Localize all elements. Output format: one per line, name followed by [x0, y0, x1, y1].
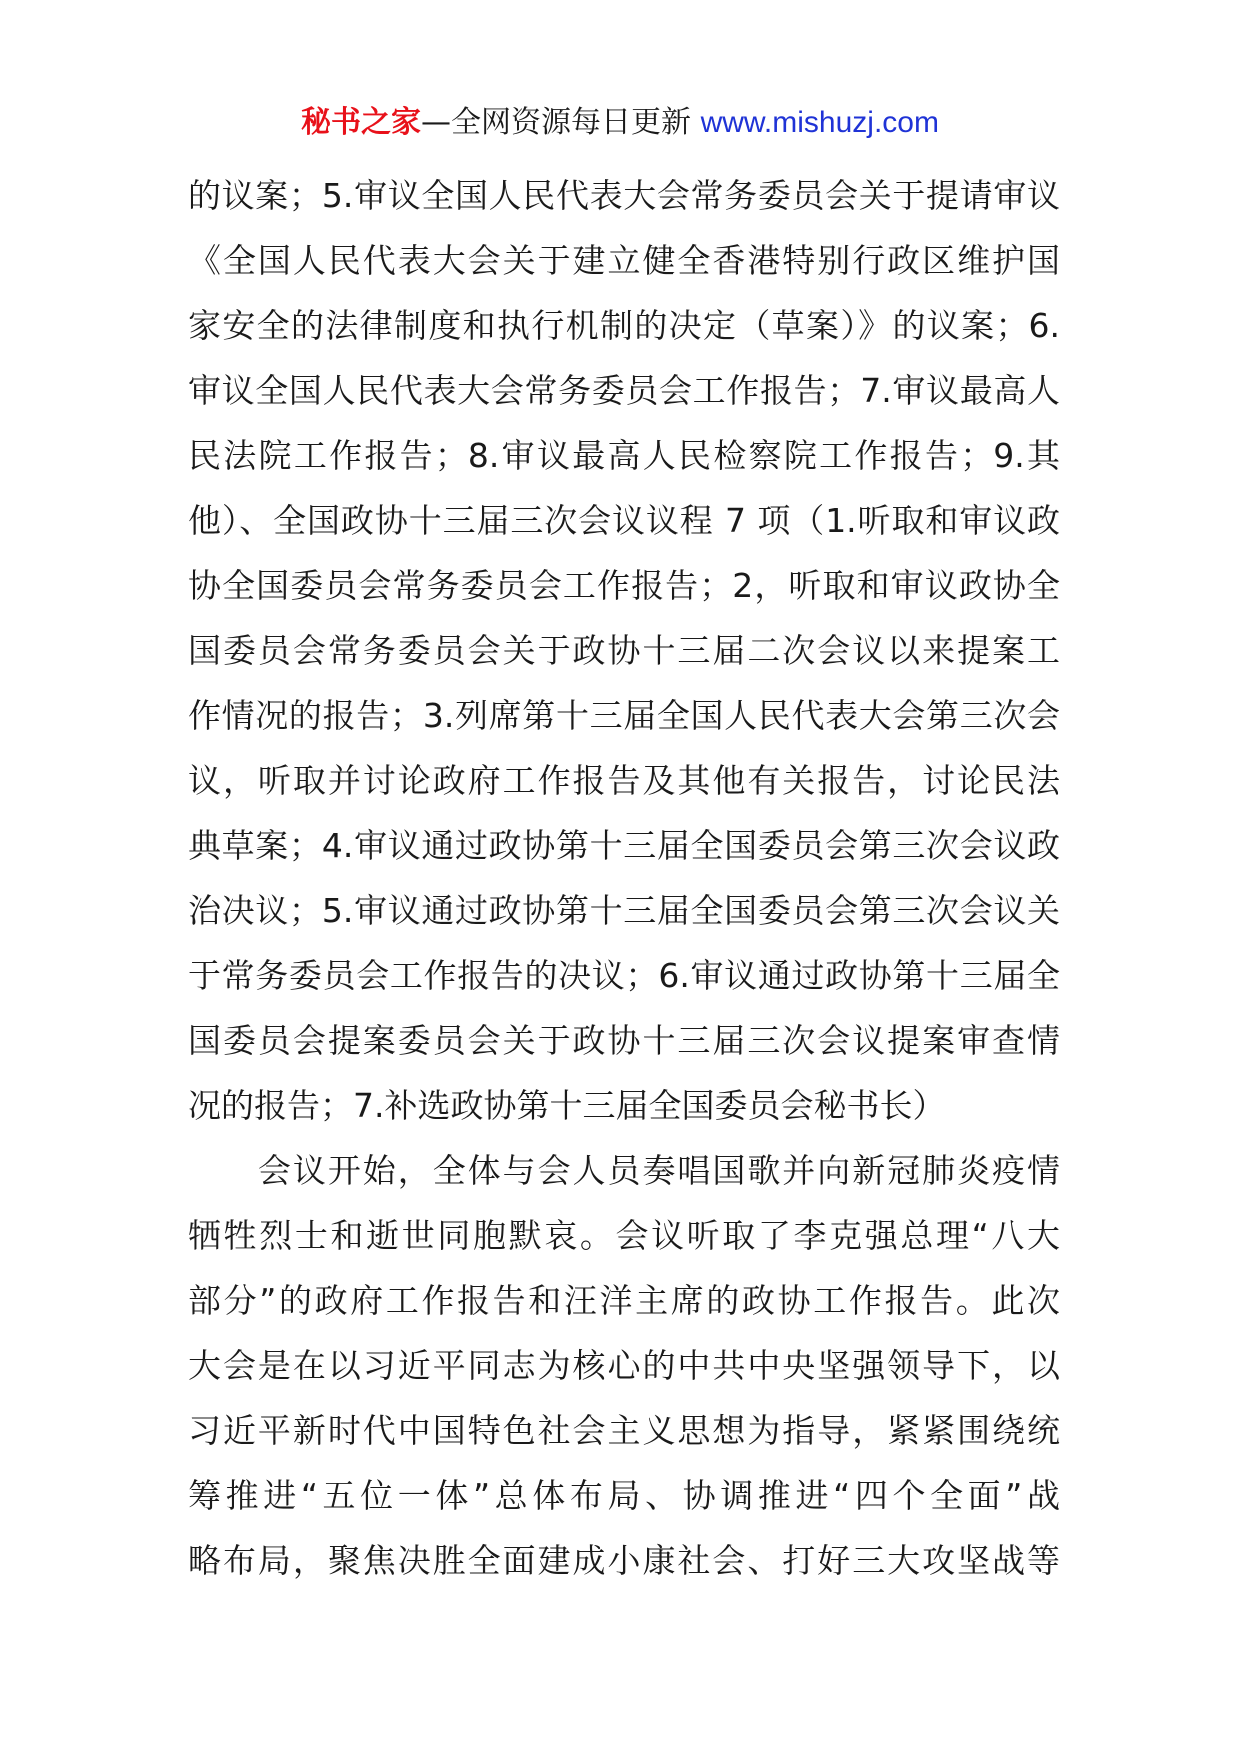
text-line: 部分”的政府工作报告和汪洋主席的政协工作报告。此次: [188, 1281, 1060, 1320]
text-line: 筹推进“五位一体”总体布局、协调推进“四个全面”战: [188, 1476, 1060, 1515]
text-line: 家安全的法律制度和执行机制的决定（草案）》的议案；6.: [188, 306, 1060, 345]
text-line: 国委员会提案委员会关于政协十三届三次会议提案审查情: [188, 1021, 1060, 1060]
text-line: 审议全国人民代表大会常务委员会工作报告；7.审议最高人: [188, 371, 1060, 410]
brand-name: 秘书之家: [301, 105, 422, 140]
text-line: 牺牲烈士和逝世同胞默哀。会议听取了李克强总理“八大: [188, 1216, 1060, 1255]
paragraph-2: [188, 1138, 1060, 1593]
page-header: [0, 100, 1240, 146]
document-body: [188, 163, 1060, 1593]
text-line: 典草案；4.审议通过政协第十三届全国委员会第三次会议政: [188, 826, 1060, 865]
site-link[interactable]: www.mishuzj.com: [700, 106, 939, 139]
text-line: 治决议；5.审议通过政协第十三届全国委员会第三次会议关: [188, 891, 1060, 930]
text-line: 的议案；5.审议全国人民代表大会常务委员会关于提请审议: [188, 176, 1060, 215]
text-line: 于常务委员会工作报告的决议；6.审议通过政协第十三届全: [188, 956, 1060, 995]
text-line: 大会是在以习近平同志为核心的中共中央坚强领导下，以: [188, 1346, 1060, 1385]
text-line: 他）、全国政协十三届三次会议议程 7 项（1.听取和审议政: [188, 501, 1060, 540]
text-line: 协全国委员会常务委员会工作报告；2，听取和审议政协全: [188, 566, 1060, 605]
text-line: 作情况的报告；3.列席第十三届全国人民代表大会第三次会: [188, 696, 1060, 735]
text-line: 《全国人民代表大会关于建立健全香港特别行政区维护国: [188, 241, 1060, 280]
text-line: 民法院工作报告；8.审议最高人民检察院工作报告；9.其: [188, 436, 1060, 475]
text-line: 国委员会常务委员会关于政协十三届二次会议以来提案工: [188, 631, 1060, 670]
text-line: 况的报告；7.补选政协第十三届全国委员会秘书长）: [188, 1086, 946, 1125]
text-line: 会议开始，全体与会人员奏唱国歌并向新冠肺炎疫情: [188, 1151, 1060, 1190]
text-line: 略布局，聚焦决胜全面建成小康社会、打好三大攻坚战等: [188, 1541, 1060, 1580]
text-line: 议，听取并讨论政府工作报告及其他有关报告，讨论民法: [188, 761, 1060, 800]
header-slogan: —全网资源每日更新: [421, 105, 701, 140]
paragraph-1: [188, 163, 1060, 1138]
text-line: 习近平新时代中国特色社会主义思想为指导，紧紧围绕统: [188, 1411, 1060, 1450]
